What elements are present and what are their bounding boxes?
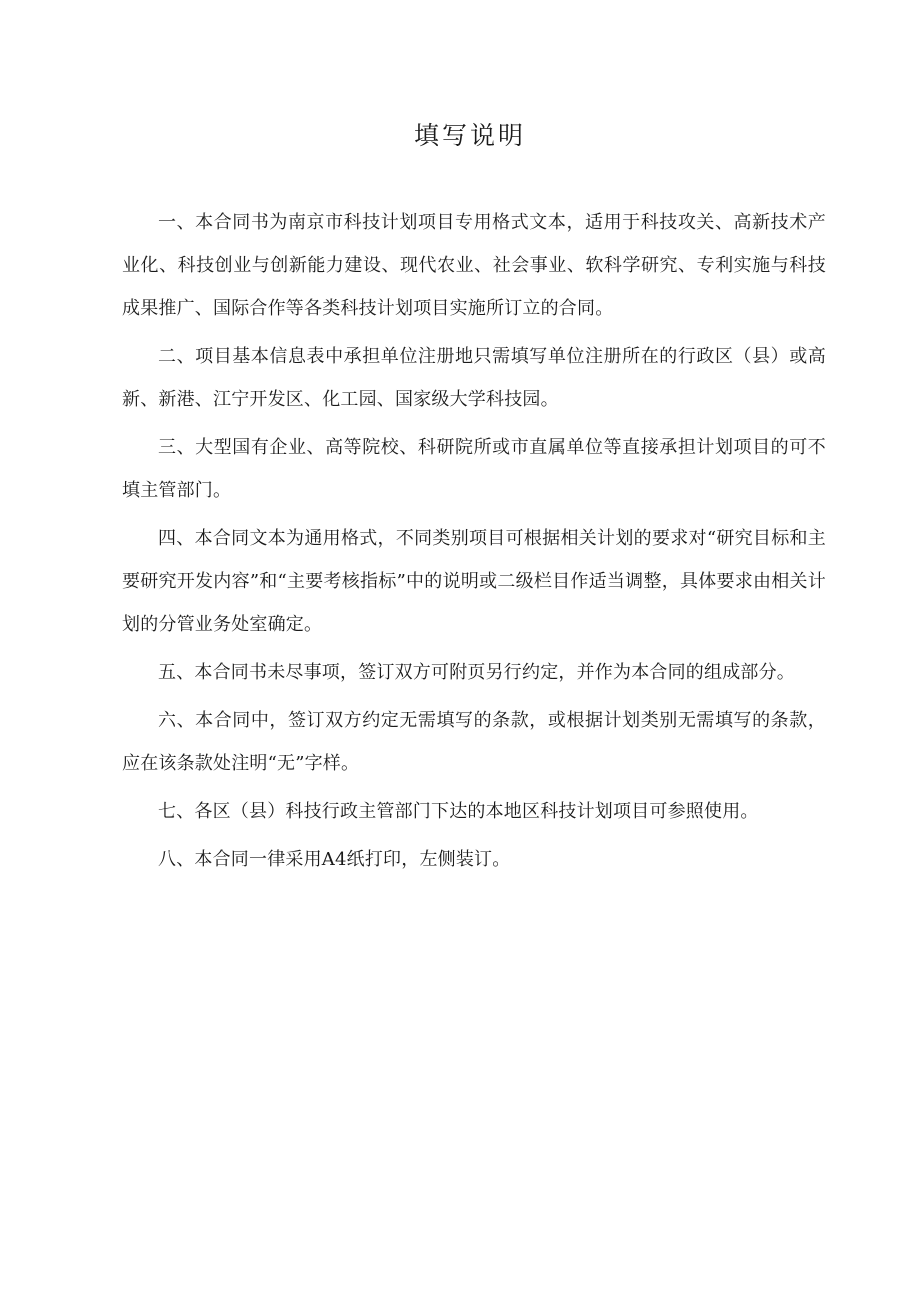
instruction-paragraph-4: 四、本合同文本为通用格式，不同类别项目可根据相关计划的要求对“研究目标和主要研究开发内容”和“主要考核指标”中的说明或二级栏目作适当调整，具体要求由相关计划的分管业务处室确定。 [122,528,826,635]
instruction-paragraph-7: 七、各区（县）科技行政主管部门下达的本地区科技计划项目可参照使用。 [158,801,759,822]
instruction-paragraph-1: 一、本合同书为南京市科技计划项目专用格式文本，适用于科技攻关、高新技术产业化、科技创业与创新能力建设、现代农业、社会事业、软科学研究、专利实施与科技成果推广、国际合作等各类科技计划项目实施所订立的合同。 [122,212,826,319]
instruction-paragraph-5: 五、本合同书未尽事项，签订双方可附页另行约定，并作为本合同的组成部分。 [158,662,795,683]
instructions-body [122,201,826,886]
instruction-paragraph-2: 二、项目基本信息表中承担单位注册地只需填写单位注册所在的行政区（县）或高新、新港、江宁开发区、化工园、国家级大学科技园。 [122,346,826,410]
instruction-paragraph-6: 六、本合同中，签订双方约定无需填写的条款，或根据计划类别无需填写的条款，应在该条款处注明“无”字样。 [122,710,826,774]
instruction-paragraph-8: 八、本合同一律采用A4纸打印，左侧装订。 [158,849,511,870]
document-title: 填写说明 [413,121,526,150]
instruction-paragraph-3: 三、大型国有企业、高等院校、科研院所或市直属单位等直接承担计划项目的可不填主管部门。 [122,437,826,501]
